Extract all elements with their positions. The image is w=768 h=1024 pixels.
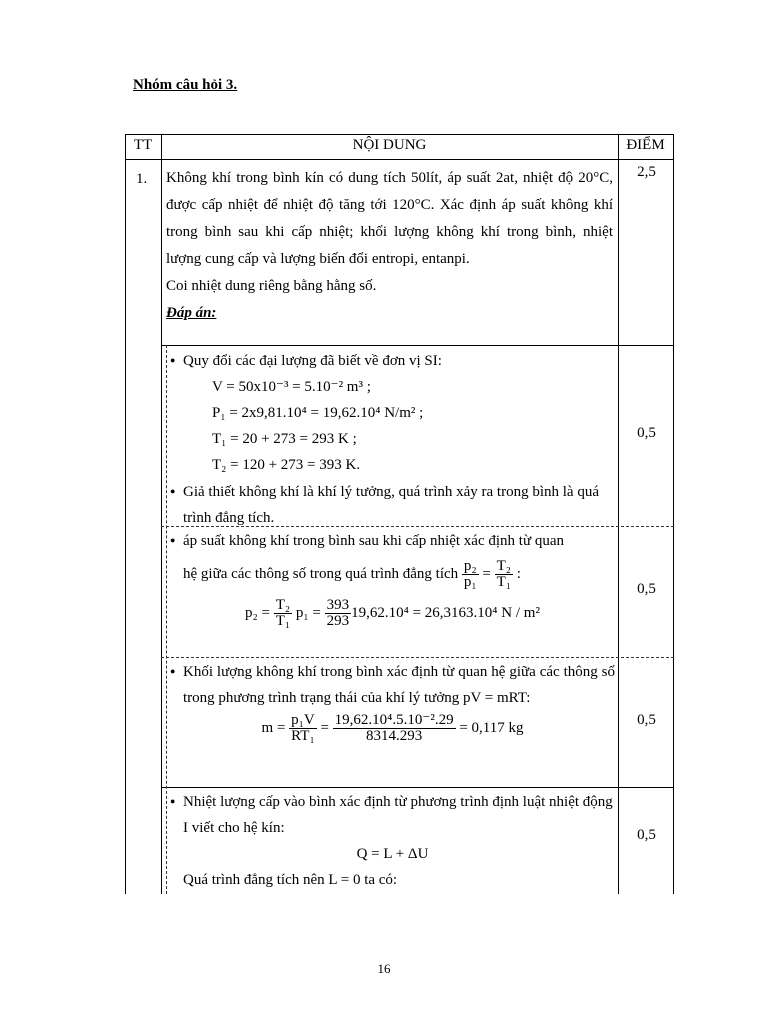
- block1-p1-line: P₁ = 2x9,81.10⁴ = 19,62.10⁴ N/m² ;: [212, 405, 424, 421]
- block2-score: 0,5: [637, 581, 656, 597]
- fraction-p2-p1: $\frac{\text{p₂}}{\text{p₁}}$: [463, 558, 477, 591]
- block2-relation-line: hệ giữa các thông số trong quá trình đẳng tích $\frac{\text{p₂}}{\text{p₁}}$ = $\frac{\text{T₂}}{\text{T₁}}$ :: [183, 558, 521, 591]
- answer-block-2: [170, 527, 615, 629]
- block1-t2-line: T₂ = 120 + 273 = 393 K.: [212, 457, 361, 473]
- table-border-left: [125, 134, 126, 894]
- answer-block-4: [170, 788, 615, 893]
- answer-table: [125, 134, 674, 894]
- answer-label: Đáp án:: [166, 305, 217, 321]
- inner-left-dash: [166, 345, 167, 894]
- block2-text-b: hệ giữa các thông số trong quá trình đẳng tích: [183, 566, 459, 582]
- question-paragraph: Không khí trong bình kín có dung tích 50lít, áp suất 2at, nhiệt độ 20°C, được cấp nhiệt để nhiệt độ tăng tới 120°C. Xác định áp suất không khí trong bình sau khi cấp nhiệt; khối lượng không khí trong bình, nhiệt lượng cung cấp và lượng biến đổi entropi, entanpi.: [166, 170, 613, 267]
- header-tt: TT: [133, 137, 153, 153]
- row-divider-1: [161, 345, 674, 346]
- row-number: 1.: [136, 171, 148, 187]
- block1-intro: ● Quy đổi các đại lượng đã biết về đơn vị SI:: [170, 347, 615, 374]
- answer-block-3: [170, 658, 615, 744]
- block3-text: ● Khối lượng không khí trong bình xác định từ quan hệ giữa các thông số trong phương trình trạng thái của khí lý tưởng pV = mRT:: [170, 658, 615, 711]
- block2-text-a: ● áp suất không khí trong bình sau khi cấp nhiệt xác định từ quan: [170, 527, 615, 554]
- table-border-col1: [161, 134, 162, 894]
- answer-block-1: [170, 347, 615, 531]
- block4-score: 0,5: [637, 827, 656, 843]
- question-note: Coi nhiệt dung riêng bằng hằng số.: [166, 278, 377, 294]
- block1-score: 0,5: [637, 425, 656, 441]
- table-header-divider: [125, 159, 674, 160]
- total-score: 2,5: [637, 164, 656, 180]
- block3-score: 0,5: [637, 712, 656, 728]
- block4-text2: Quá trình đẳng tích nên L = 0 ta có:: [183, 872, 398, 888]
- table-border-col2: [618, 134, 619, 894]
- block1-t1-line: T₁ = 20 + 273 = 293 K ;: [212, 431, 357, 447]
- block2-equation: p₂ = $\frac{\text{T₂}}{\text{T₁}}$ p₁ = $\frac{393}{293}$ 19,62.10⁴ = 26,3163.10⁴ N / m²: [245, 597, 540, 629]
- table-border-right: [673, 134, 674, 894]
- block4-equation: Q = L + ΔU: [356, 846, 429, 862]
- header-score: ĐIỂM: [626, 137, 665, 153]
- page-number: 16: [377, 961, 391, 976]
- question-text: [166, 165, 613, 327]
- header-content: NỘI DUNG: [352, 137, 427, 153]
- block3-equation: m = $\frac{\text{p₁V}}{\text{RT₁}}$ = $\frac{\text{19,62.10⁴.5.10⁻².29}}{8314.293}$ = 0,117 kg: [261, 712, 524, 744]
- block1-assumption: ● Giả thiết không khí là khí lý tưởng, quá trình xảy ra trong bình là quá trình đẳng tích.: [170, 478, 615, 531]
- block1-v-line: V = 50x10⁻³ = 5.10⁻² m³ ;: [212, 379, 371, 395]
- fraction-t2-t1: $\frac{\text{T₂}}{\text{T₁}}$: [496, 558, 512, 591]
- section-heading: Nhóm câu hỏi 3.: [133, 77, 238, 93]
- block4-text: ● Nhiệt lượng cấp vào bình xác định từ phương trình định luật nhiệt động I viết cho hệ kín:: [170, 788, 615, 841]
